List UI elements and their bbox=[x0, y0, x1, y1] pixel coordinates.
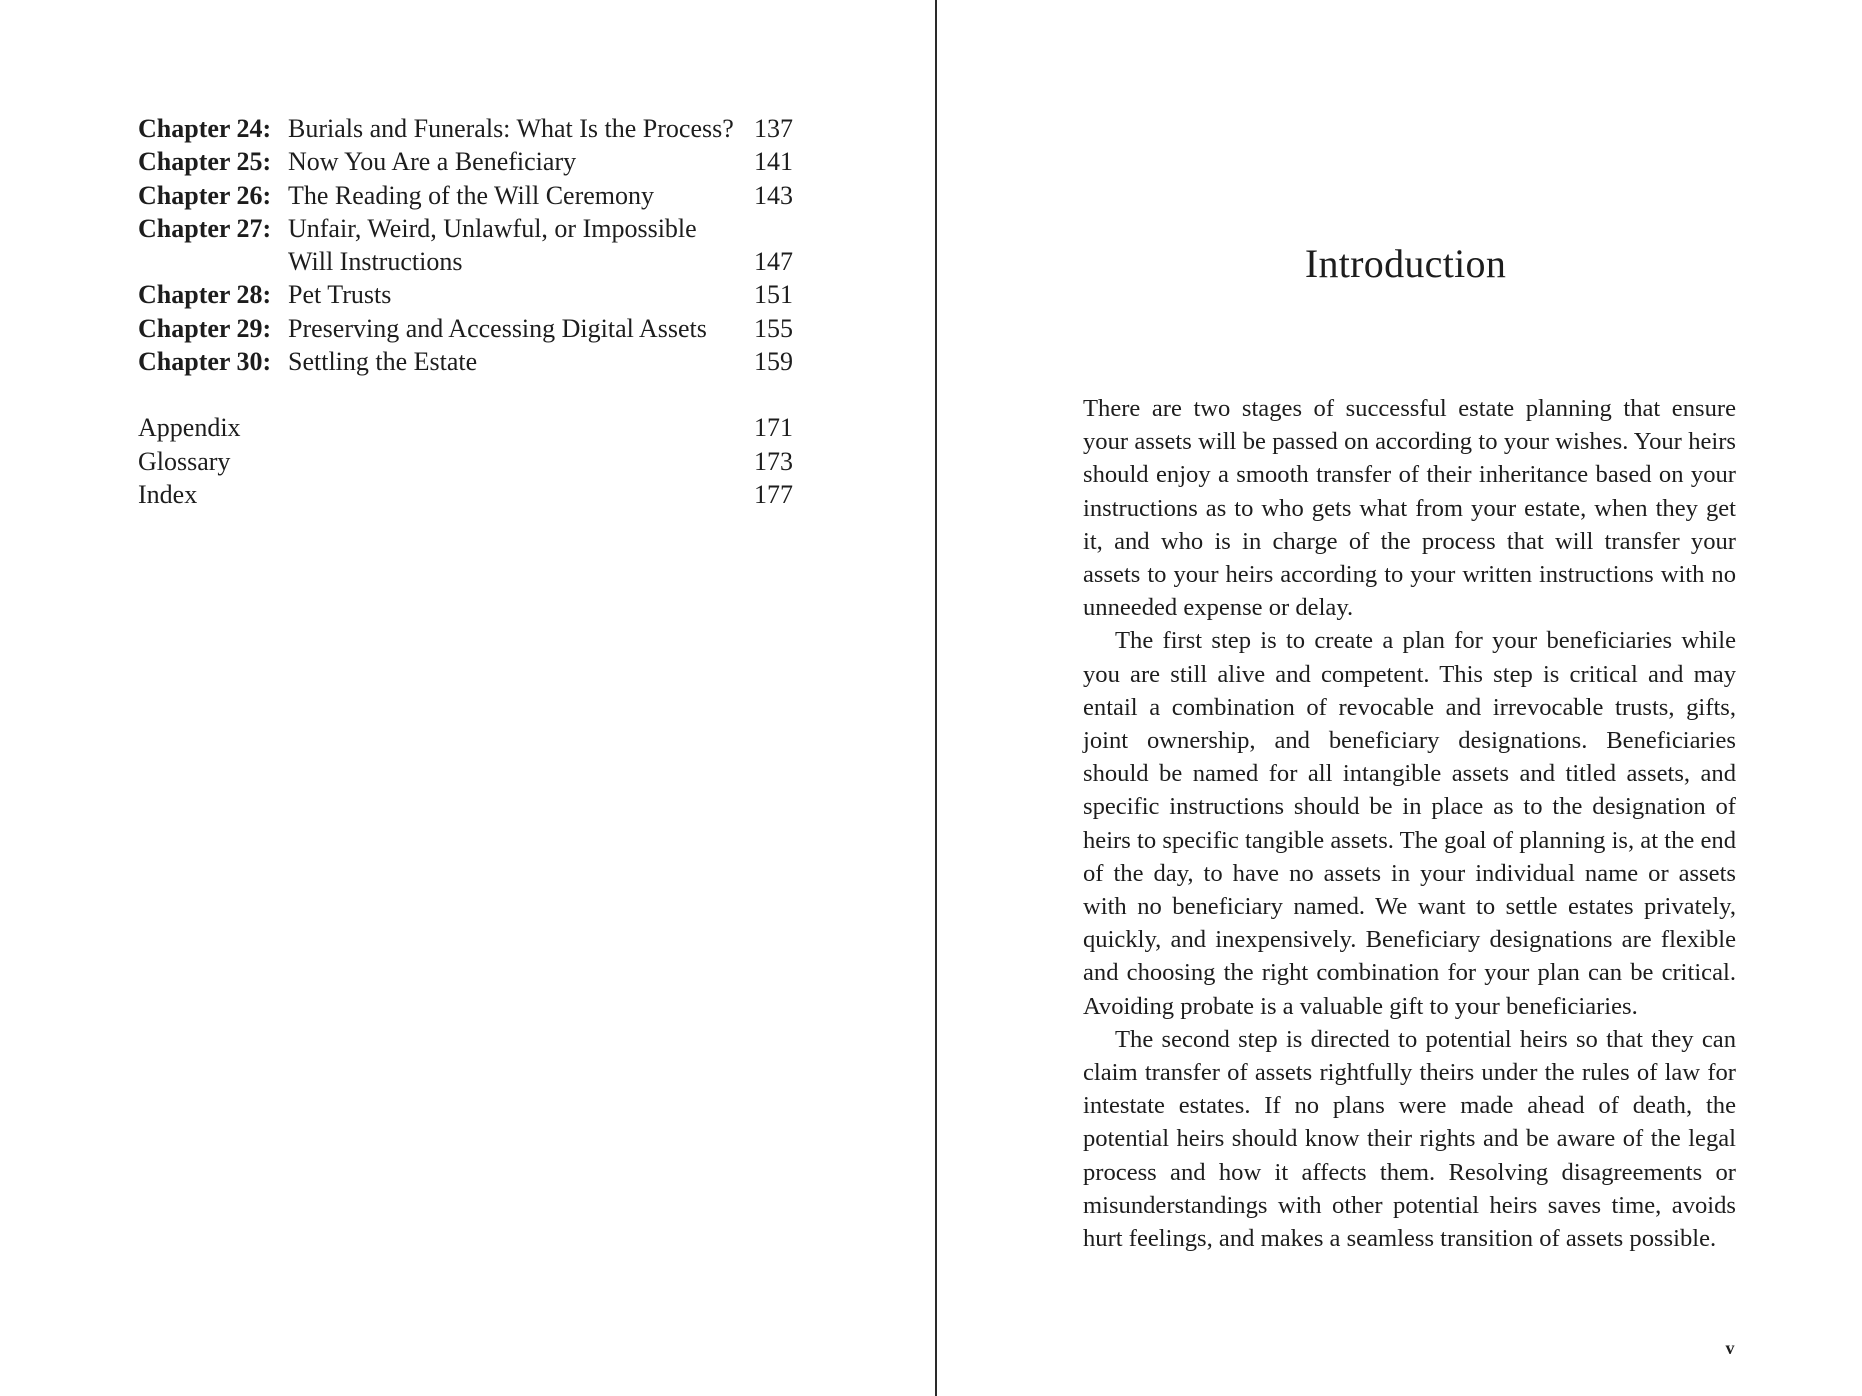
toc-chapter-title bbox=[288, 345, 743, 378]
toc-chapter-title bbox=[288, 145, 743, 178]
body-text bbox=[1083, 392, 1736, 1255]
toc-chapter-label: Chapter 29: bbox=[138, 313, 272, 343]
toc-title-line: Settling the Estate bbox=[288, 347, 478, 377]
page-number: v bbox=[1725, 1338, 1735, 1358]
toc-title-line: Burials and Funerals: What Is the Process? bbox=[288, 114, 734, 143]
toc-entry bbox=[138, 179, 793, 212]
paragraph: There are two stages of successful estate planning that ensure your assets will be passed on according to your wishes. Your heirs should enjoy a smooth transfer of their inheritance based on your instructions as to who gets what from your estate, when they get it, and who is in charge of the process that will transfer your assets to your heirs according to your written instructions with no unneeded expense or delay. bbox=[1083, 395, 1736, 622]
toc-back-matter-entry bbox=[138, 478, 793, 511]
toc-title-line: Now You Are a Beneficiary bbox=[288, 147, 577, 177]
toc-back-matter-entry bbox=[138, 411, 793, 444]
toc-entry bbox=[138, 112, 793, 145]
toc-chapter-title bbox=[288, 179, 743, 212]
paragraph: The first step is to create a plan for your beneficiaries while you are still alive and competent. This step is critical and may entail a combination of revocable and irrevocable trusts, gifts, joint ownership, and beneficiary designations. Beneficiaries should be named for all intangible assets and titled assets, and specific instructions should be in place as to the designation of heirs to specific tangible assets. The goal of planning is, at the end of the day, to have no assets in your individual name or assets with no beneficiary named. We want to settle estates privately, quickly, and inexpensively. Beneficiary designations are flexible and choosing the right combination for your plan can be critical. Avoiding probate is a valuable gift to your beneficiaries. bbox=[1083, 627, 1736, 1020]
toc-entry bbox=[138, 212, 793, 279]
right-page bbox=[937, 0, 1862, 1396]
toc-chapter-title bbox=[288, 278, 743, 311]
toc-chapter-label: Chapter 25: bbox=[138, 147, 272, 177]
toc-page-number: 143 bbox=[754, 180, 793, 210]
toc-chapter-label: Chapter 28: bbox=[138, 280, 272, 310]
toc-chapter-title bbox=[288, 112, 743, 145]
paragraph: The second step is directed to potential heirs so that they can claim transfer of assets rightfully theirs under the rules of law for intestate estates. If no plans were made ahead of death, the potential heirs should know their rights and be aware of the legal process and how it affects them. Resolving disagreements or misunderstandings with other potential heirs saves time, avoids hurt feelings, and makes a seamless transition of assets possible. bbox=[1083, 1025, 1736, 1253]
toc-back-matter-entry bbox=[138, 445, 793, 478]
toc-page-number: 159 bbox=[754, 347, 793, 377]
toc-page-number: 141 bbox=[754, 147, 793, 177]
chapter-title: Introduction bbox=[1304, 241, 1507, 286]
toc-page-number: 147 bbox=[754, 247, 793, 277]
toc-entry bbox=[138, 312, 793, 345]
table-of-contents bbox=[138, 112, 793, 511]
toc-spacer bbox=[138, 378, 793, 411]
toc-title-line: Preserving and Accessing Digital Assets bbox=[288, 313, 707, 343]
toc-page-number: 151 bbox=[754, 280, 793, 310]
toc-page-number: 171 bbox=[754, 413, 793, 443]
toc-back-matter-label: Index bbox=[138, 479, 198, 509]
toc-page-number: 173 bbox=[754, 446, 793, 476]
toc-entry bbox=[138, 278, 793, 311]
toc-page-number: 177 bbox=[754, 479, 793, 509]
toc-chapter-label: Chapter 30: bbox=[138, 347, 272, 377]
toc-page-number: 137 bbox=[754, 114, 793, 143]
toc-chapter-title bbox=[288, 212, 743, 279]
toc-title-line: The Reading of the Will Ceremony bbox=[288, 180, 654, 210]
toc-title-line: Will Instructions bbox=[288, 247, 463, 277]
toc-title-line: Pet Trusts bbox=[288, 280, 392, 310]
toc-chapter-label: Chapter 24: bbox=[138, 114, 272, 143]
toc-chapter-label: Chapter 27: bbox=[138, 213, 272, 243]
toc-chapter-label: Chapter 26: bbox=[138, 180, 272, 210]
toc-back-matter-label: Appendix bbox=[138, 413, 241, 443]
toc-chapter-title bbox=[288, 312, 743, 345]
toc-entry bbox=[138, 345, 793, 378]
toc-title-line: Unfair, Weird, Unlawful, or Impossible bbox=[288, 213, 697, 243]
toc-back-matter-label: Glossary bbox=[138, 446, 231, 476]
toc-page-number: 155 bbox=[754, 313, 793, 343]
toc-entry bbox=[138, 145, 793, 178]
